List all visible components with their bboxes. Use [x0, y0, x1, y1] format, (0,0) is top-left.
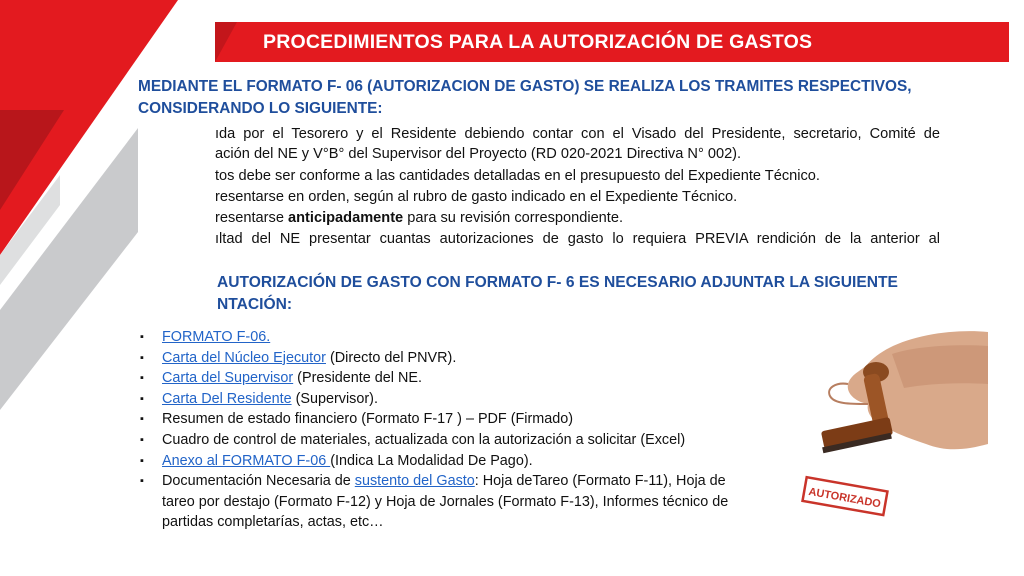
list-item-text: (Indica La Modalidad De Pago).	[330, 452, 533, 469]
list-item	[140, 327, 780, 348]
stamp-label: AUTORIZADO	[807, 485, 882, 511]
bullet-icon: ▪	[140, 372, 144, 385]
condition-line-5-bold: anticipadamente	[288, 210, 404, 226]
page-title: PROCEDIMIENTOS PARA LA AUTORIZACIÓN DE GASTOS	[263, 30, 813, 53]
documents-list	[140, 327, 780, 533]
bullet-icon: ▪	[140, 454, 144, 467]
intro-line-2: CONSIDERANDO LO SIGUIENTE:	[138, 100, 383, 117]
intro-line-1: MEDIANTE EL FORMATO F- 06 (AUTORIZACION DE GASTO) SE REALIZA LOS TRAMITES RESPECTIVOS,	[138, 78, 912, 95]
list-item-text: Resumen de estado financiero (Formato F-17 ) – PDF (Firmado)	[162, 411, 574, 428]
condition-line-3: tos debe ser conforme a las cantidades detalladas en el presupuesto del Expediente Técnico.	[215, 168, 820, 184]
condition-line-6: ıltad del NE presentar cuantas autorizaciones de gasto lo requiera PREVIA rendición de la anterior al	[215, 231, 940, 247]
stamp-imprint	[803, 477, 888, 515]
condition-line-5-post: para su revisión correspondiente.	[403, 210, 624, 226]
list-item-text: : Hoja deTareo (Formato F-11), Hoja de	[474, 473, 726, 490]
condition-line-1: ıda por el Tesorero y el Residente debiendo contar con el Visado del Presidente, secretario, Comité de	[215, 126, 940, 142]
title-bar-notch	[215, 22, 255, 62]
condition-line-5	[215, 210, 623, 226]
list-item	[140, 348, 780, 369]
list-item	[140, 451, 780, 472]
carta-supervisor-link[interactable]: Carta del Supervisor	[162, 370, 294, 387]
list-item-text: Documentación Necesaria de	[162, 473, 355, 490]
condition-line-2: ación del NE y V°B° del Supervisor del Proyecto (RD 020-2021 Directiva N° 002).	[215, 146, 742, 162]
sustento-gasto-link[interactable]: sustento del Gasto	[354, 473, 475, 490]
intro-heading	[138, 76, 958, 120]
carta-nucleo-ejecutor-link[interactable]: Carta del Núcleo Ejecutor	[162, 349, 326, 366]
list-item	[140, 471, 780, 533]
list-item	[140, 389, 780, 410]
documentation-heading	[217, 272, 937, 316]
documentation-heading-line-1: AUTORIZACIÓN DE GASTO CON FORMATO F- 6 ES NECESARIO ADJUNTAR LA SIGUIENTE	[217, 274, 898, 291]
carta-residente-link[interactable]: Carta Del Residente	[162, 390, 292, 407]
bullet-icon: ▪	[140, 475, 144, 488]
bullet-icon: ▪	[140, 351, 144, 364]
condition-line-5-pre: resentarse	[215, 210, 289, 226]
bullet-icon: ▪	[140, 331, 144, 343]
list-item-text: (Directo del PNVR).	[325, 349, 457, 366]
list-item	[140, 409, 780, 430]
anexo-formato-f06-link[interactable]: Anexo al FORMATO F-06	[162, 452, 331, 469]
list-item-text: (Supervisor).	[291, 390, 378, 407]
list-item	[140, 368, 780, 389]
condition-line-4: resentarse en orden, según al rubro de gasto indicado en el Expediente Técnico.	[215, 189, 738, 205]
bullet-icon: ▪	[140, 392, 144, 405]
conditions-list	[215, 126, 945, 254]
documentation-heading-line-2: NTACIÓN:	[217, 296, 293, 313]
list-item-text: partidas completarías, actas, etc…	[162, 514, 384, 531]
list-item-text: Cuadro de control de materiales, actualizada con la autorización a solicitar (Excel)	[162, 431, 686, 448]
hand-shadow	[892, 345, 988, 388]
list-item-text: (Presidente del NE.	[293, 370, 422, 387]
formato-f06-link[interactable]: FORMATO F-06.	[162, 329, 271, 345]
list-item-text: tareo por destajo (Formato F-12) y Hoja de Jornales (Formato F-13), Informes técnico de	[162, 493, 729, 510]
list-item	[140, 430, 780, 451]
stamp-illustration	[796, 324, 988, 520]
bullet-icon: ▪	[140, 433, 144, 446]
bullet-icon: ▪	[140, 413, 144, 426]
title-bar	[215, 22, 1009, 62]
